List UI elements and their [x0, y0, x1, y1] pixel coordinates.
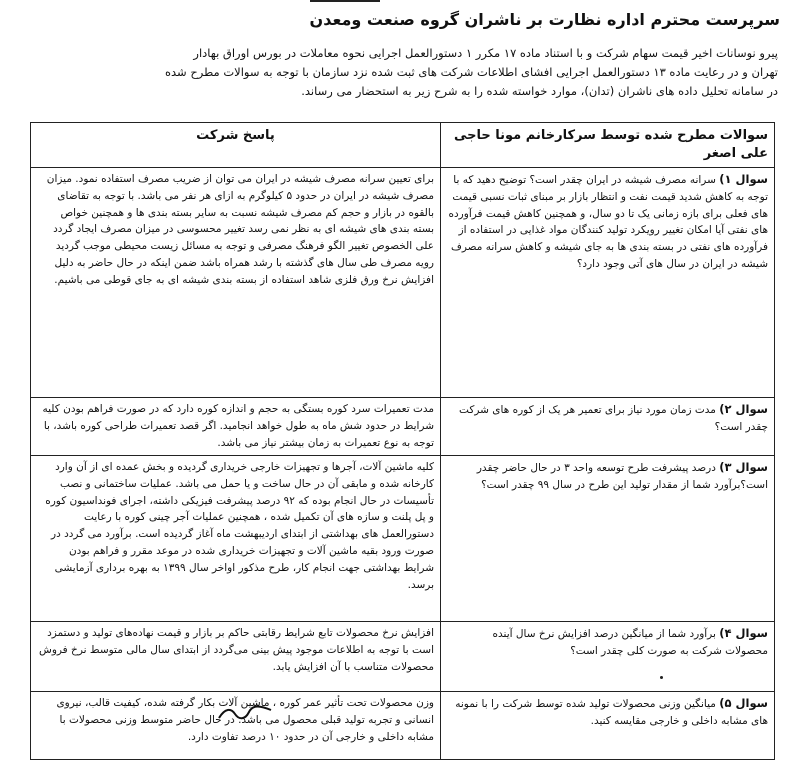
question-cell: [441, 622, 775, 692]
answer-cell: کلیه ماشین آلات، آجرها و تجهیزات خارجی خریداری گردیده و بخش عمده ای از آن وارد کارخانه شده و مابقی آن در حال ساخت و یا حمل می باشد. عملیات ساختمانی و نصب تأسیسات در حال انجام بوده که ۹۲ درصد پیشرفت فیزیکی داشته، اجرای فونداسیون کوره و پل پلنت و سازه های آن تکمیل شده ، همچنین عملیات آجر چینی کوره با رعایت دستورالعمل های بهداشتی از ابتدای اردیبهشت ماه آغاز گردیده است. برآورد می گردد در صورت ورود بقیه ماشین آلات و تجهیزات خریداری شده در موعد مقرر و فراهم بودن شرایط بهداشتی جهت انجام کار، طرح مذکور اواخر سال ۱۳۹۹ به بهره برداری آزمایشی برسد.: [31, 456, 441, 622]
answer-cell: برای تعیین سرانه مصرف شیشه در ایران می توان از ضریب مصرف استفاده نمود. میزان مصرف شیشه در ایران در حدود ۵ کیلوگرم به ازای هر نفر می باشد. با توجه به تقاضای بالقوه در بازار و حجم کم مصرف شیشه نسبت به سایر بسته بندی ها و همچنین خواص بسته بندی های شیشه ای به نظر نمی رسد تغییر محسوسی در میزان مصرف ایجاد گردد علی الخصوص تغییر الگو فرهنگ مصرفی و توجه به مسائل زیست محیطی موجب گردید رویه مصرف طی سال های گذشته با رشد همراه باشد ضمن اینکه در حال حاضر به دلیل افزایش نرخ ورق فلزی شاهد استفاده از بسته بندی شیشه ای به جای قوطی می باشیم.: [31, 168, 441, 398]
question-number: سوال ۵): [719, 696, 768, 710]
table-row: [31, 622, 775, 692]
table-header-row: [31, 123, 775, 168]
question-cell: [441, 692, 775, 760]
question-cell: [441, 168, 775, 398]
addressee-heading: سرپرست محترم اداره نظارت بر ناشران گروه صنعت ومعدن: [309, 10, 780, 29]
question-text: درصد پیشرفت طرح توسعه واحد ۳ در حال حاضر چقدر است؟برآورد شما از مقدار تولید این طرح در سال ۹۹ چقدر است؟: [476, 462, 768, 491]
table-row: [31, 168, 775, 398]
ink-dot: [660, 676, 663, 679]
question-text: مدت زمان مورد نیاز برای تعمیر هر یک از کوره های شرکت چقدر است؟: [459, 404, 768, 433]
table-row: [31, 398, 775, 456]
questions-column-header: سوالات مطرح شده توسط سرکارخانم مونا حاجی علی اصغر: [441, 123, 775, 168]
question-cell: [441, 456, 775, 622]
question-text: سرانه مصرف شیشه در ایران چقدر است؟ توضیح دهید که با توجه به کاهش شدید قیمت نفت و انتظار بازار بر مبنای ثبات نسبی قیمت های فعلی برای بازه زمانی یک تا دو سال، و همچنین کاهش قیمت فرآورده های نفتی آیا امکان تغییر رویکرد تولید کنندگان مواد غذایی در استفاده از فرآورده های نفتی در بسته بندی ها به جای شیشه و کاهش سرانه مصرف شیشه در ایران در سال های آتی وجود دارد؟: [448, 174, 768, 270]
question-number: سوال ۱): [719, 172, 768, 186]
answer-cell: وزن محصولات تحت تأثیر عمر کوره ، ماشین آلات بکار گرفته شده، کیفیت قالب، نیروی انسانی و تجربه تولید قبلی محصول می باشد. در حال حاضر متوسط وزنی محصولات با مشابه داخلی و خارجی آن در حدود ۱۰ درصد تفاوت دارد.: [31, 692, 441, 760]
intro-line: پیرو نوسانات اخیر قیمت سهام شرکت و با استناد ماده ۱۷ مکرر ۱ دستورالعمل اجرایی نحوه معاملات در بورس اوراق بهادار: [193, 46, 778, 60]
qa-table: [30, 122, 775, 760]
intro-line: تهران و در رعایت ماده ۱۳ دستورالعمل اجرایی افشای اطلاعات شرکت های ثبت شده نزد سازمان با توجه به سوالات مطرح شده: [164, 65, 778, 79]
intro-line: در سامانه تحلیل داده های ناشران (تدان)، موارد خواسته شده را به شرح زیر به استحضار می رساند.: [301, 84, 778, 98]
header-rule: [310, 0, 380, 8]
intro-paragraph: [78, 44, 778, 101]
question-text: میانگین وزنی محصولات تولید شده توسط شرکت را با نمونه های مشابه داخلی و خارجی مقایسه کنید.: [455, 698, 768, 727]
table-row: [31, 692, 775, 760]
table-row: [31, 456, 775, 622]
question-cell: [441, 398, 775, 456]
signature-fragment: [215, 704, 275, 720]
answer-cell: افزایش نرخ محصولات تابع شرایط رقابتی حاکم بر بازار و قیمت نهاده‌های تولید و دستمزد است با توجه به اطلاعات موجود پیش بینی می‌گردد از ابتدای سال مالی متوسط نرخ فروش محصولات متناسب با آن افزایش یابد.: [31, 622, 441, 692]
question-text: برآورد شما از میانگین درصد افزایش نرخ سال آینده محصولات شرکت به صورت کلی چقدر است؟: [492, 628, 768, 657]
answer-cell: مدت تعمیرات سرد کوره بستگی به حجم و اندازه کوره دارد که در صورت فراهم بودن کلیه شرایط در حدود شش ماه به طول خواهد انجامید. اگر قصد تعمیرات طراحی کوره باشد، با توجه به نوع تعمیرات به زمان بیشتر نیاز می باشد.: [31, 398, 441, 456]
question-number: سوال ۴): [719, 626, 768, 640]
question-number: سوال ۲): [719, 402, 768, 416]
answers-column-header: پاسخ شرکت: [31, 123, 441, 168]
question-number: سوال ۳): [719, 460, 768, 474]
